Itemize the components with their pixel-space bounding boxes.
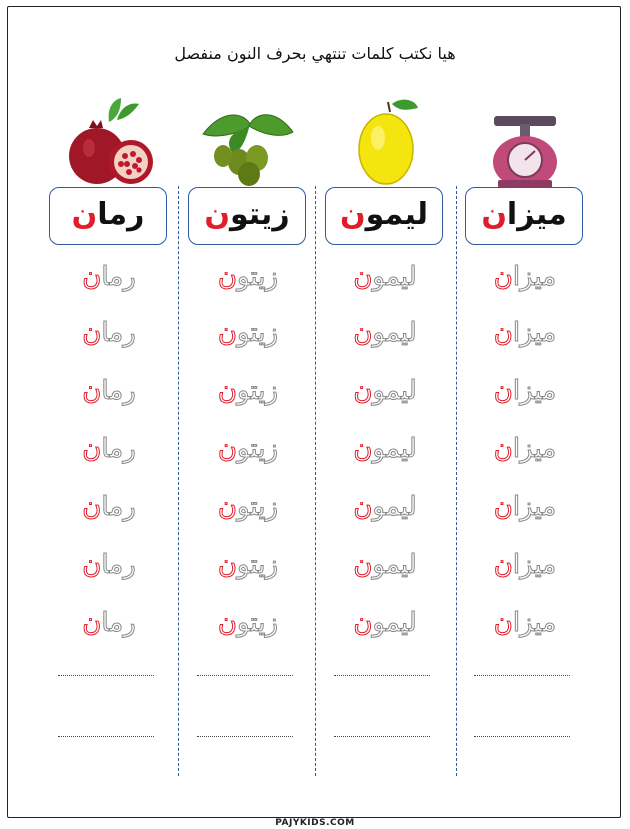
writing-line[interactable] (197, 675, 293, 676)
trace-stem: زيتو (237, 376, 279, 406)
writing-line[interactable] (197, 736, 293, 737)
trace-final-noon: ن (217, 376, 237, 406)
writing-line[interactable] (334, 675, 430, 676)
trace-final-noon: ن (493, 376, 513, 406)
trace-final-noon: ن (353, 318, 373, 348)
trace-word (320, 318, 450, 348)
trace-final-noon: ن (493, 492, 513, 522)
trace-word (44, 550, 174, 580)
lemon-icon (320, 94, 450, 190)
trace-final-noon: ن (493, 318, 513, 348)
trace-word (183, 262, 313, 292)
trace-final-noon: ن (217, 550, 237, 580)
trace-word (460, 434, 590, 464)
trace-final-noon: ن (353, 376, 373, 406)
trace-word (460, 492, 590, 522)
writing-line[interactable] (474, 675, 570, 676)
footer: PAJYKIDS.COM (0, 810, 630, 829)
trace-stem: رما (101, 318, 136, 348)
trace-stem: رما (101, 376, 136, 406)
column-laymoon (320, 0, 450, 828)
column-rumman (44, 0, 174, 828)
trace-word (183, 434, 313, 464)
trace-word (460, 608, 590, 638)
trace-final-noon: ن (353, 262, 373, 292)
trace-final-noon: ن (217, 262, 237, 292)
trace-word (44, 262, 174, 292)
column-separator (315, 186, 316, 776)
trace-stem: رما (101, 434, 136, 464)
trace-stem: زيتو (237, 492, 279, 522)
trace-word (320, 550, 450, 580)
trace-final-noon: ن (82, 550, 102, 580)
trace-word (183, 550, 313, 580)
trace-word (183, 608, 313, 638)
trace-stem: زيتو (237, 262, 279, 292)
trace-stem: ميزا (512, 318, 557, 348)
trace-stem: ليمو (372, 608, 417, 638)
trace-stem: ليمو (372, 376, 417, 406)
trace-stem: زيتو (237, 550, 279, 580)
trace-word (44, 376, 174, 406)
trace-final-noon: ن (217, 318, 237, 348)
trace-final-noon: ن (353, 608, 373, 638)
trace-final-noon: ن (82, 492, 102, 522)
trace-final-noon: ن (353, 492, 373, 522)
trace-stem: ميزا (512, 376, 557, 406)
trace-word (320, 608, 450, 638)
trace-stem: رما (101, 550, 136, 580)
page-title: هيا نكتب كلمات تنتهي بحرف النون منفصل (174, 44, 456, 63)
olive-icon (183, 94, 313, 190)
scale-icon (460, 94, 590, 190)
trace-stem: زيتو (237, 318, 279, 348)
trace-stem: ليمو (372, 492, 417, 522)
trace-word (44, 318, 174, 348)
trace-stem: ليمو (372, 434, 417, 464)
word-box: زيتون (188, 187, 306, 245)
trace-final-noon: ن (493, 262, 513, 292)
trace-final-noon: ن (353, 434, 373, 464)
writing-line[interactable] (334, 736, 430, 737)
trace-stem: ميزا (512, 550, 557, 580)
trace-stem: رما (101, 608, 136, 638)
trace-final-noon: ن (493, 608, 513, 638)
column-separator (178, 186, 179, 776)
word-box: ميزان (465, 187, 583, 245)
trace-final-noon: ن (353, 550, 373, 580)
trace-word (320, 434, 450, 464)
trace-final-noon: ن (82, 608, 102, 638)
trace-final-noon: ن (82, 434, 102, 464)
trace-stem: ليمو (372, 318, 417, 348)
trace-stem: رما (101, 262, 136, 292)
writing-line[interactable] (58, 675, 154, 676)
trace-word (183, 318, 313, 348)
trace-word (183, 492, 313, 522)
trace-stem: ميزا (512, 608, 557, 638)
trace-final-noon: ن (82, 318, 102, 348)
trace-stem: ليمو (372, 550, 417, 580)
writing-line[interactable] (474, 736, 570, 737)
trace-word (460, 376, 590, 406)
trace-final-noon: ن (217, 608, 237, 638)
trace-stem: زيتو (237, 434, 279, 464)
trace-word (320, 376, 450, 406)
trace-word (44, 608, 174, 638)
trace-word (460, 318, 590, 348)
word-box: ليمون (325, 187, 443, 245)
trace-stem: ميزا (512, 492, 557, 522)
pomegranate-icon (44, 94, 174, 190)
trace-word (320, 262, 450, 292)
word-box: رمان (49, 187, 167, 245)
trace-final-noon: ن (493, 434, 513, 464)
trace-word (320, 492, 450, 522)
trace-stem: ليمو (372, 262, 417, 292)
column-separator (456, 186, 457, 776)
trace-final-noon: ن (217, 492, 237, 522)
trace-final-noon: ن (217, 434, 237, 464)
trace-final-noon: ن (82, 262, 102, 292)
trace-word (460, 262, 590, 292)
trace-word (44, 492, 174, 522)
trace-final-noon: ن (82, 376, 102, 406)
trace-word (183, 376, 313, 406)
writing-line[interactable] (58, 736, 154, 737)
trace-stem: ميزا (512, 262, 557, 292)
column-zaytoon (183, 0, 313, 828)
column-mizan (460, 0, 590, 828)
trace-word (44, 434, 174, 464)
trace-word (460, 550, 590, 580)
trace-final-noon: ن (493, 550, 513, 580)
trace-stem: زيتو (237, 608, 279, 638)
trace-stem: ميزا (512, 434, 557, 464)
trace-stem: رما (101, 492, 136, 522)
